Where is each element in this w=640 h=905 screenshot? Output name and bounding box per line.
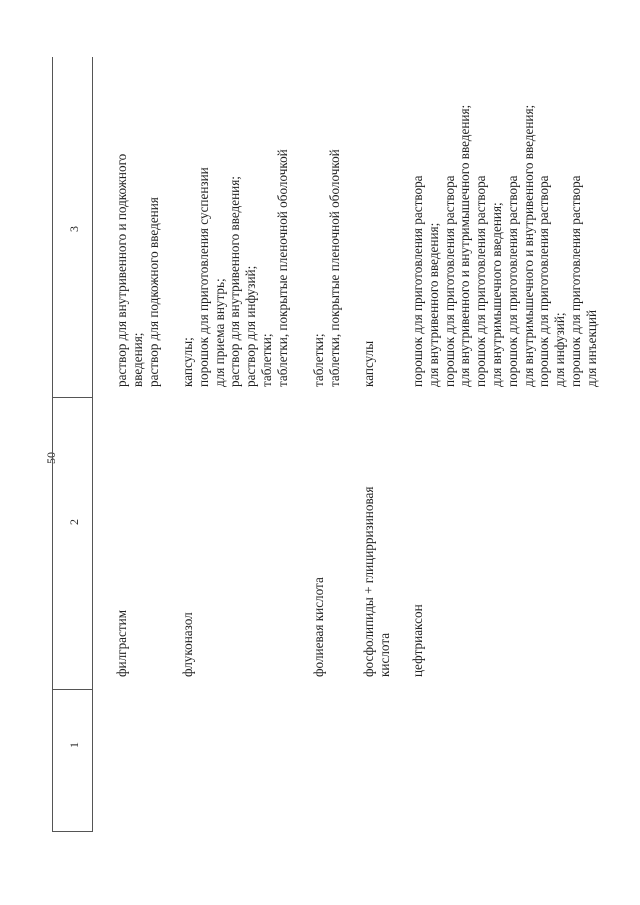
drug-name-line: фолиевая кислота — [311, 577, 326, 677]
dosage-forms — [311, 149, 343, 387]
drug-name-line: флуконазол — [180, 612, 195, 677]
dosage-form-line: раствор для внутривенного введения; — [227, 176, 243, 387]
dosage-forms — [361, 341, 377, 387]
dosage-form-line: таблетки; — [258, 333, 274, 387]
drug-name — [311, 577, 327, 677]
drug-name-line: фосфолипиды + глицирризиновая — [361, 486, 376, 677]
dosage-form-line: порошок для приготовления раствора — [536, 175, 552, 387]
dosage-form-line: для внутривенного и внутримышечного введения; — [457, 104, 473, 387]
dosage-form-line: порошок для приготовления суспензии — [195, 167, 211, 387]
dosage-form-line: для приема внутрь; — [211, 278, 227, 387]
header-col-1: 1 — [67, 742, 81, 748]
drug-name — [361, 487, 393, 677]
dosage-form-line: для внутримышечного и внутривенного введения; — [520, 104, 536, 387]
dosage-form-line: таблетки, покрытые пленочной оболочкой — [274, 149, 290, 387]
dosage-form-line: порошок для приготовления раствора — [441, 175, 457, 387]
drug-name-line: цефтриаксон — [410, 604, 425, 677]
drug-name — [410, 604, 426, 677]
table-top-rule — [52, 57, 53, 832]
dosage-forms — [180, 149, 291, 387]
dosage-form-line: порошок для приготовления раствора — [410, 175, 425, 387]
table-left-rule — [52, 831, 92, 832]
dosage-form-line: таблетки; — [311, 333, 326, 387]
drug-name — [180, 612, 196, 677]
dosage-form-line: капсулы — [361, 340, 376, 387]
column-divider-2 — [52, 397, 92, 398]
dosage-form-line: для инфузий; — [552, 312, 568, 387]
drug-name-line: кислота — [376, 632, 392, 677]
dosage-form-line: для внутривенного введения; — [425, 222, 441, 387]
dosage-form-line: для внутримышечного введения; — [488, 202, 504, 387]
dosage-form-line: капсулы; — [180, 337, 195, 387]
dosage-form-line: порошок для приготовления раствора — [473, 175, 489, 387]
dosage-form-line: порошок для приготовления раствора — [567, 175, 583, 387]
drug-name-line: филграстим — [114, 609, 129, 677]
dosage-form-line: таблетки, покрытые пленочной оболочкой — [326, 149, 342, 387]
column-divider-1 — [52, 689, 92, 690]
dosage-forms — [114, 154, 161, 387]
header-col-2: 2 — [67, 519, 81, 525]
dosage-form-line: раствор для инфузий; — [243, 265, 259, 387]
dosage-form-line: раствор для внутривенного и подкожного — [114, 153, 129, 387]
page-number: 50 — [44, 452, 58, 464]
header-bottom-rule — [92, 57, 93, 832]
dosage-form-line: введения; — [129, 332, 145, 387]
dosage-forms — [410, 105, 600, 387]
dosage-form-line: порошок для приготовления раствора — [504, 175, 520, 387]
drug-name — [114, 610, 130, 677]
dosage-form-line: раствор для подкожного введения — [145, 197, 161, 387]
dosage-form-line: для инъекций — [583, 309, 599, 387]
header-col-3: 3 — [67, 226, 81, 232]
